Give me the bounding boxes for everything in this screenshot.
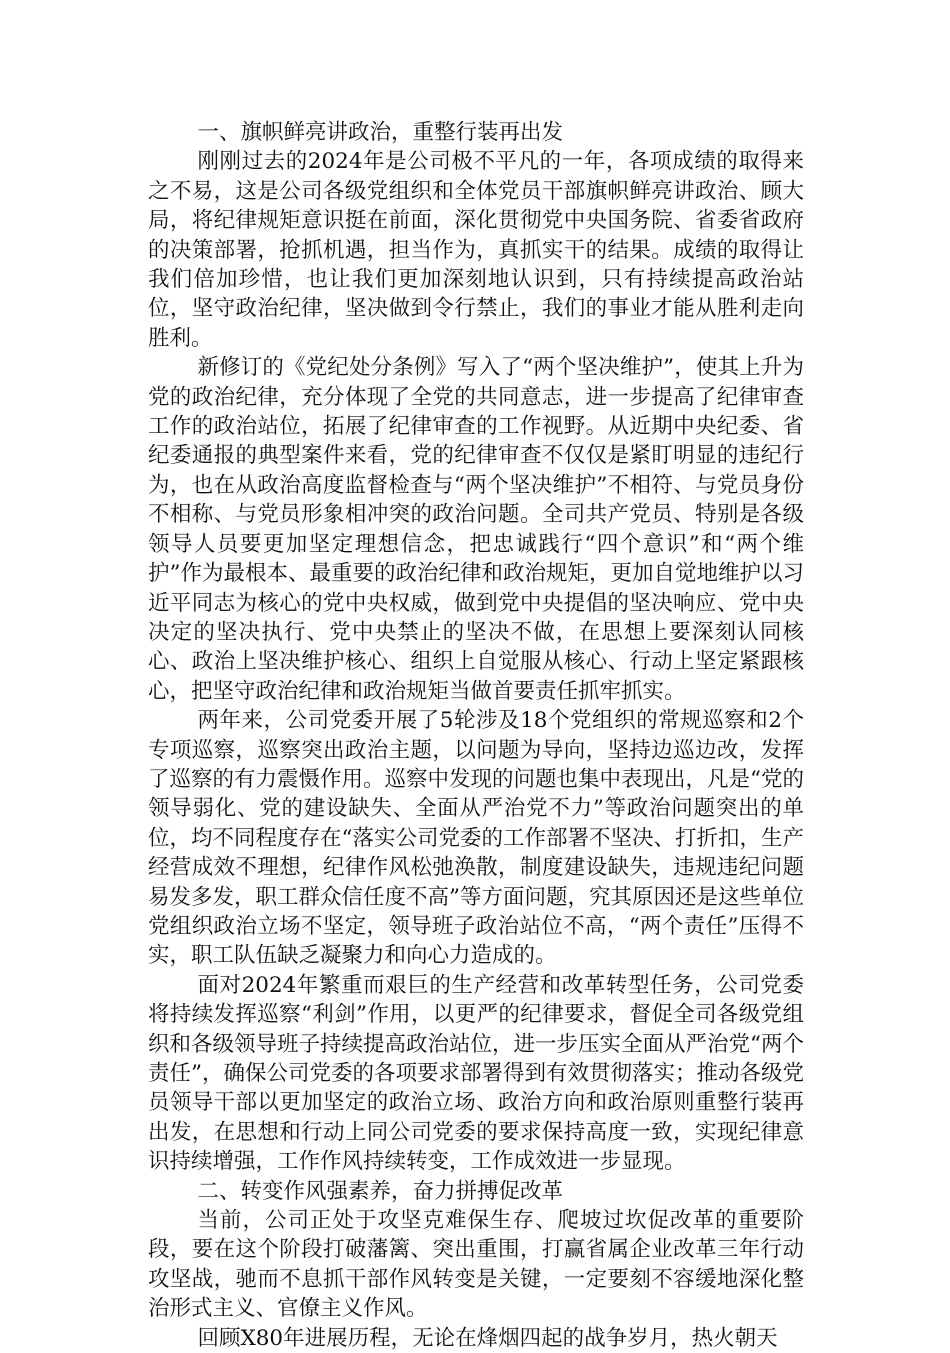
document-body [148,118,804,1353]
paragraph: 两年来，公司党委开展了5轮涉及18个党组织的常规巡察和2个专项巡察，巡察突出政治主题，以问题为导向，坚持边巡边改，发挥了巡察的有力震慑作用。巡察中发现的问题也集中表现出，凡是“党的领导弱化、党的建设缺失、全面从严治党不力”等政治问题突出的单位，均不同程度存在“落实公司党委的工作部署不坚决、打折扣，生产经营成效不理想，纪律作风松弛涣散，制度建设缺失，违规违纪问题易发多发，职工群众信任度不高”等方面问题，究其原因还是这些单位党组织政治立场不坚定，领导班子政治站位不高，“两个责任”压得不实，职工队伍缺乏凝聚力和向心力造成的。 [148,708,804,969]
paragraph: 面对2024年繁重而艰巨的生产经营和改革转型任务，公司党委将持续发挥巡察“利剑”作用，以更严的纪律要求，督促全司各级党组织和各级领导班子持续提高政治站位，进一步压实全面从严治党“两个责任”，确保公司党委的各项要求部署得到有效贯彻落实；推动各级党员领导干部以更加坚定的政治立场、政治方向和政治原则重整行装再出发，在思想和行动上同公司党委的要求保持高度一致，实现纪律意识持续增强，工作作风持续转变，工作成效进一步显现。 [148,972,804,1175]
section-heading-1: 一、旗帜鲜亮讲政治，重整行装再出发 [197,120,563,145]
paragraph: 回顾X80年进展历程，无论在烽烟四起的战争岁月，热火朝天 [197,1325,778,1351]
paragraph: 当前，公司正处于攻坚克难保生存、爬坡过坎促改革的重要阶段，要在这个阶段打破藩篱、突出重围，打赢省属企业改革三年行动攻坚战，驰而不息抓干部作风转变是关键，一定要刻不容缓地深化整治形式主义、官僚主义作风。 [148,1208,804,1322]
section-heading-2: 二、转变作风强素养，奋力拼搏促改革 [197,1178,563,1204]
paragraph: 新修订的《党纪处分条例》写入了“两个坚决维护”，使其上升为党的政治纪律，充分体现了全党的共同意志，进一步提高了纪律审查工作的政治站位，拓展了纪律审查的工作视野。从近期中央纪委、省纪委通报的典型案件来看，党的纪律审查不仅仅是紧盯明显的违纪行为，也在从政治高度监督检查与“两个坚决维护”不相符、与党员身份不相称、与党员形象相冲突的政治问题。全司共产党员、特别是各级领导人员要更加坚定理想信念，把忠诚践行“四个意识”和“两个维护”作为最根本、最重要的政治纪律和政治规矩，更加自觉地维护以习近平同志为核心的党中央权威，做到党中央提倡的坚决响应、党中央决定的坚决执行、党中央禁止的坚决不做，在思想上要深刻认同核心、政治上坚决维护核心、组织上自觉服从核心、行动上坚定紧跟核心，把坚守政治纪律和政治规矩当做首要责任抓牢抓实。 [148,355,804,704]
paragraph: 刚刚过去的2024年是公司极不平凡的一年，各项成绩的取得来之不易，这是公司各级党组织和全体党员干部旗帜鲜亮讲政治、顾大局，将纪律规矩意识挺在前面，深化贯彻党中央国务院、省委省政府的决策部署，抢抓机遇，担当作为，真抓实干的结果。成绩的取得让我们倍加珍惜，也让我们更加深刻地认识到，只有持续提高政治站位，坚守政治纪律，坚决做到令行禁止，我们的事业才能从胜利走向胜利。 [148,149,804,351]
